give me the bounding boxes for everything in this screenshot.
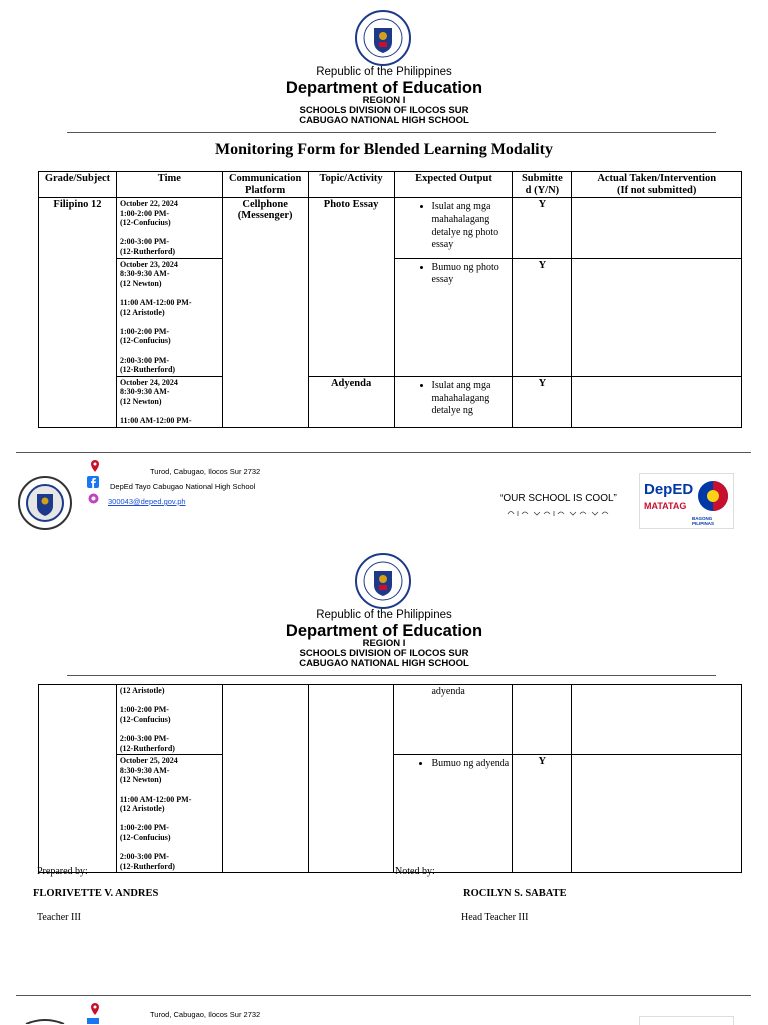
header-grade: Grade/Subject — [39, 172, 117, 198]
time-line: October 22, 2024 — [119, 199, 178, 209]
time-line: (12 Aristotle) — [119, 804, 165, 814]
time-line: (12 Newton) — [119, 775, 162, 785]
time-line: (12 Aristotle) — [119, 686, 165, 695]
deped-seal-icon — [355, 553, 411, 609]
time-line: (12-Rutherford) — [119, 743, 175, 753]
time-line: (12 Newton) — [119, 278, 162, 288]
table-row — [39, 376, 742, 427]
time-line: (12-Rutherford) — [119, 365, 176, 375]
time-line: (12-Rutherford) — [119, 861, 175, 871]
region-line: REGION I — [362, 638, 406, 649]
actual-cell — [572, 258, 742, 376]
header-divider — [67, 132, 716, 133]
location-pin-icon — [89, 460, 101, 473]
footer-email-link[interactable]: 300043@deped.gov.ph — [108, 497, 186, 506]
actual-cell — [572, 198, 742, 259]
division-line: SCHOOLS DIVISION OF ILOCOS SUR — [299, 105, 469, 116]
header-topic: Topic/Activity — [308, 172, 394, 198]
topic-cell: Photo Essay — [308, 198, 394, 377]
table-header-row — [39, 172, 742, 198]
table-row — [39, 685, 742, 755]
form-title: Monitoring Form for Blended Learning Modality — [215, 141, 553, 158]
grade-cell — [39, 685, 117, 873]
output-cell: • Bumuo ng adyenda — [394, 755, 513, 873]
school-motto: “OUR SCHOOL IS COOL” — [500, 493, 617, 504]
grade-cell: Filipino 12 — [39, 198, 117, 428]
submitted-cell: Y — [513, 755, 572, 873]
footer-address: Turod, Cabugao, Ilocos Sur 2732 — [150, 1010, 261, 1019]
output-cell: • Isulat ang mga mahahalagang detalye ng — [394, 376, 513, 427]
time-line: 1:00-2:00 PM- — [119, 326, 170, 336]
facebook-icon — [87, 476, 99, 488]
topic-cell: Adyenda — [308, 376, 394, 427]
header-actual: Actual Taken/Intervention (If not submitted) — [572, 172, 742, 198]
noted-by-label: Noted by: — [395, 866, 435, 877]
footer-facebook: DepEd Tayo Cabugao National High School — [110, 482, 256, 491]
actual-cell — [572, 376, 742, 427]
school-logo-icon — [18, 476, 72, 530]
deped-seal-icon — [355, 10, 411, 66]
time-line — [120, 407, 219, 417]
time-line — [120, 228, 219, 238]
time-line: 11:00 AM-12:00 PM- — [119, 298, 192, 308]
actual-cell — [572, 755, 742, 873]
monitoring-table — [38, 171, 742, 428]
school-logo-icon — [18, 1019, 72, 1024]
monitoring-table-continued — [38, 684, 742, 873]
platform-cell: Cellphone (Messenger) — [222, 198, 308, 428]
location-pin-icon — [89, 1003, 101, 1016]
time-line: 11:00 AM-12:00 PM- — [119, 416, 192, 426]
prepared-by-label: Prepared by: — [37, 866, 88, 877]
time-line: October 23, 2024 — [119, 259, 178, 269]
time-line: 1:00-2:00 PM- — [119, 208, 170, 218]
time-line: 1:00-2:00 PM- — [119, 705, 169, 715]
region-line: REGION I — [362, 95, 406, 106]
time-line: (12-Confucius) — [119, 218, 171, 228]
department-line: Department of Education — [285, 622, 483, 640]
time-line: (12 Newton) — [119, 396, 162, 406]
time-line: 8:30-9:30 AM- — [119, 765, 170, 775]
head-teacher-name: ROCILYN S. SABATE — [463, 888, 567, 899]
republic-line: Republic of the Philippines — [316, 66, 452, 78]
time-line — [120, 843, 219, 853]
time-line: 11:00 AM-12:00 PM- — [119, 794, 192, 804]
email-icon — [88, 493, 99, 504]
time-line: October 24, 2024 — [119, 377, 178, 387]
header-divider — [67, 675, 716, 676]
footer-address: Turod, Cabugao, Ilocos Sur 2732 — [150, 467, 261, 476]
time-line: 8:30-9:30 AM- — [119, 269, 170, 279]
time-line — [120, 814, 219, 824]
topic-cell — [308, 685, 394, 873]
time-line: (12-Confucius) — [119, 832, 171, 842]
division-line: SCHOOLS DIVISION OF ILOCOS SUR — [299, 648, 469, 659]
school-line: CABUGAO NATIONAL HIGH SCHOOL — [299, 115, 469, 126]
header-platform: Communication Platform — [222, 172, 308, 198]
header-time: Time — [116, 172, 222, 198]
department-line: Department of Education — [285, 79, 483, 97]
time-line — [120, 724, 219, 734]
time-line: (12-Rutherford) — [119, 247, 176, 257]
table-row — [39, 198, 742, 259]
baybayin-script-icon — [506, 508, 612, 518]
time-line: (12-Confucius) — [119, 336, 171, 346]
time-cell — [116, 685, 222, 755]
teacher-title: Teacher III — [37, 912, 81, 923]
teacher-name: FLORIVETTE V. ANDRES — [33, 888, 159, 899]
facebook-icon — [87, 1018, 99, 1024]
time-line: October 25, 2024 — [119, 756, 178, 766]
time-line — [120, 785, 219, 795]
time-line: 2:00-3:00 PM- — [119, 852, 169, 862]
output-cell: adyenda — [394, 685, 513, 755]
time-line — [120, 346, 219, 356]
actual-cell — [572, 685, 742, 755]
time-cell — [116, 198, 222, 259]
output-cell: • Isulat ang mga mahahalagang detalye ng photo essay — [394, 198, 513, 259]
footer-divider — [16, 995, 751, 996]
footer-divider — [16, 452, 751, 453]
platform-cell — [222, 685, 308, 873]
time-line: 2:00-3:00 PM- — [119, 355, 170, 365]
time-line: 2:00-3:00 PM- — [119, 237, 170, 247]
time-line — [120, 696, 219, 706]
school-line: CABUGAO NATIONAL HIGH SCHOOL — [299, 658, 469, 669]
time-line: 8:30-9:30 AM- — [119, 387, 170, 397]
republic-line: Republic of the Philippines — [316, 609, 452, 621]
submitted-cell: Y — [513, 198, 572, 259]
time-line — [120, 288, 219, 298]
header-output: Expected Output — [394, 172, 513, 198]
time-line — [120, 317, 219, 327]
deped-matatag-logo: DepED MATATAG BAGONG PILIPINAS — [639, 473, 734, 529]
time-line: (12-Confucius) — [119, 714, 171, 724]
output-cell: • Bumuo ng photo essay — [394, 258, 513, 376]
header-submitted: Submitte d (Y/N) — [513, 172, 572, 198]
time-line: 1:00-2:00 PM- — [119, 823, 169, 833]
time-line: 2:00-3:00 PM- — [119, 733, 169, 743]
time-line: (12 Aristotle) — [119, 307, 165, 317]
head-teacher-title: Head Teacher III — [461, 912, 529, 923]
time-cell — [116, 755, 222, 873]
bagong-pilipinas-icon — [696, 478, 730, 514]
submitted-cell — [513, 685, 572, 755]
time-cell — [116, 376, 222, 427]
submitted-cell: Y — [513, 258, 572, 376]
time-cell — [116, 258, 222, 376]
submitted-cell: Y — [513, 376, 572, 427]
